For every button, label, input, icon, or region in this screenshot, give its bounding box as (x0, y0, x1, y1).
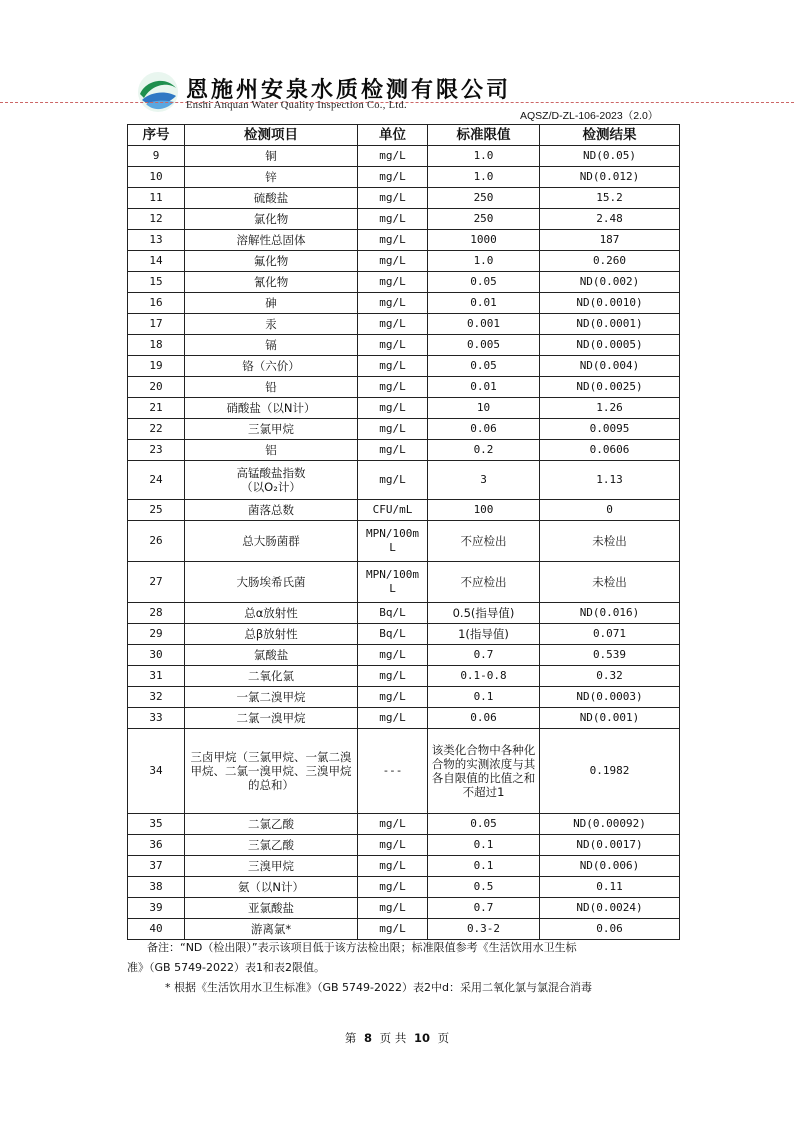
row-result: ND(0.006) (540, 856, 680, 877)
table-row (128, 666, 680, 687)
row-unit: mg/L (358, 398, 428, 419)
table-body (128, 146, 680, 940)
row-number: 17 (128, 314, 185, 335)
row-unit: Bq/L (358, 624, 428, 645)
row-item: 高锰酸盐指数 （以O₂计） (185, 461, 358, 500)
row-item: 三卤甲烷（三氯甲烷、一氯二溴甲烷、二氯一溴甲烷、三溴甲烷的总和） (185, 729, 358, 814)
table-row (128, 877, 680, 898)
row-unit: mg/L (358, 377, 428, 398)
row-number: 15 (128, 272, 185, 293)
row-limit: 0.1 (428, 687, 540, 708)
row-unit: mg/L (358, 419, 428, 440)
row-item: 锌 (185, 167, 358, 188)
row-item: 三氯乙酸 (185, 835, 358, 856)
row-item: 大肠埃希氏菌 (185, 562, 358, 603)
row-number: 40 (128, 919, 185, 940)
table-row (128, 167, 680, 188)
row-item: 氯化物 (185, 209, 358, 230)
row-number: 10 (128, 167, 185, 188)
row-item: 游离氯* (185, 919, 358, 940)
row-number: 11 (128, 188, 185, 209)
row-result: 187 (540, 230, 680, 251)
row-number: 28 (128, 603, 185, 624)
row-limit: 0.1 (428, 835, 540, 856)
row-number: 9 (128, 146, 185, 167)
row-unit: mg/L (358, 335, 428, 356)
col-header-no: 序号 (128, 125, 185, 146)
row-item: 总β放射性 (185, 624, 358, 645)
row-number: 20 (128, 377, 185, 398)
row-unit: Bq/L (358, 603, 428, 624)
row-number: 26 (128, 521, 185, 562)
row-number: 14 (128, 251, 185, 272)
table-row (128, 188, 680, 209)
row-unit: mg/L (358, 272, 428, 293)
row-limit: 0.05 (428, 272, 540, 293)
row-result: 0 (540, 500, 680, 521)
note-line-3: * 根据《生活饮用水卫生标准》（GB 5749-2022）表2中d：采用二氧化氯与氯混合消毒 (165, 981, 592, 994)
page-number (0, 1030, 794, 1046)
table-row (128, 251, 680, 272)
row-unit: CFU/mL (358, 500, 428, 521)
row-limit: 1.0 (428, 146, 540, 167)
table-row (128, 230, 680, 251)
row-limit: 0.005 (428, 335, 540, 356)
row-item: 氟化物 (185, 251, 358, 272)
row-item: 一氯二溴甲烷 (185, 687, 358, 708)
table-row (128, 562, 680, 603)
row-result: ND(0.0003) (540, 687, 680, 708)
row-result: 1.26 (540, 398, 680, 419)
row-limit: 0.05 (428, 356, 540, 377)
row-result: ND(0.0010) (540, 293, 680, 314)
row-item: 三溴甲烷 (185, 856, 358, 877)
row-number: 38 (128, 877, 185, 898)
row-result: ND(0.001) (540, 708, 680, 729)
row-limit: 0.5(指导值) (428, 603, 540, 624)
row-item: 铝 (185, 440, 358, 461)
document-code: AQSZ/D-ZL-106-2023（2.0） (520, 110, 659, 122)
row-result: ND(0.0025) (540, 377, 680, 398)
row-unit: mg/L (358, 835, 428, 856)
row-unit: mg/L (358, 209, 428, 230)
row-result: 0.0095 (540, 419, 680, 440)
table-row (128, 377, 680, 398)
row-item: 总大肠菌群 (185, 521, 358, 562)
table-row (128, 729, 680, 814)
table-row (128, 521, 680, 562)
row-limit: 0.05 (428, 814, 540, 835)
row-limit: 1(指导值) (428, 624, 540, 645)
row-number: 27 (128, 562, 185, 603)
row-item: 汞 (185, 314, 358, 335)
table-row (128, 293, 680, 314)
row-limit: 不应检出 (428, 562, 540, 603)
row-item: 铬（六价） (185, 356, 358, 377)
results-table (127, 124, 680, 940)
col-header-unit: 单位 (358, 125, 428, 146)
table-row (128, 919, 680, 940)
note-line-1: 备注：“ND（检出限）”表示该项目低于该方法检出限；标准限值参考《生活饮用水卫生标 (147, 941, 577, 954)
table-row (128, 209, 680, 230)
row-result: 2.48 (540, 209, 680, 230)
row-unit: mg/L (358, 461, 428, 500)
row-item: 铅 (185, 377, 358, 398)
table-row (128, 835, 680, 856)
row-limit: 1.0 (428, 167, 540, 188)
row-number: 39 (128, 898, 185, 919)
row-number: 29 (128, 624, 185, 645)
row-number: 34 (128, 729, 185, 814)
row-number: 16 (128, 293, 185, 314)
row-number: 22 (128, 419, 185, 440)
row-limit: 0.2 (428, 440, 540, 461)
row-item: 总α放射性 (185, 603, 358, 624)
company-logo-icon (136, 70, 180, 114)
row-number: 21 (128, 398, 185, 419)
row-limit: 0.1 (428, 856, 540, 877)
row-result: 0.06 (540, 919, 680, 940)
table-row (128, 898, 680, 919)
table-row (128, 419, 680, 440)
row-limit: 0.7 (428, 645, 540, 666)
row-item: 菌落总数 (185, 500, 358, 521)
row-number: 25 (128, 500, 185, 521)
row-result: ND(0.0001) (540, 314, 680, 335)
row-unit: mg/L (358, 293, 428, 314)
row-item: 硫酸盐 (185, 188, 358, 209)
row-result: 0.32 (540, 666, 680, 687)
row-result: ND(0.00092) (540, 814, 680, 835)
company-name-cn: 恩施州安泉水质检测有限公司 (186, 77, 512, 103)
row-limit: 0.01 (428, 293, 540, 314)
row-result: ND(0.004) (540, 356, 680, 377)
table-row (128, 814, 680, 835)
row-number: 31 (128, 666, 185, 687)
row-result: ND(0.0024) (540, 898, 680, 919)
row-number: 24 (128, 461, 185, 500)
row-limit: 0.5 (428, 877, 540, 898)
row-number: 12 (128, 209, 185, 230)
row-limit: 不应检出 (428, 521, 540, 562)
row-limit: 0.01 (428, 377, 540, 398)
table-row (128, 398, 680, 419)
page-current: 8 (364, 1031, 373, 1045)
row-item: 二氯一溴甲烷 (185, 708, 358, 729)
row-limit: 100 (428, 500, 540, 521)
row-number: 36 (128, 835, 185, 856)
notes-section (127, 938, 687, 998)
row-unit: mg/L (358, 708, 428, 729)
col-header-item: 检测项目 (185, 125, 358, 146)
row-item: 铜 (185, 146, 358, 167)
row-item: 氰化物 (185, 272, 358, 293)
row-number: 19 (128, 356, 185, 377)
row-result: 0.071 (540, 624, 680, 645)
row-unit: --- (358, 729, 428, 814)
row-unit: mg/L (358, 814, 428, 835)
row-item: 氨（以N计） (185, 877, 358, 898)
row-item: 三氯甲烷 (185, 419, 358, 440)
row-result: 0.11 (540, 877, 680, 898)
row-limit: 250 (428, 188, 540, 209)
row-unit: mg/L (358, 314, 428, 335)
row-result: 1.13 (540, 461, 680, 500)
row-unit: MPN/100m L (358, 521, 428, 562)
table-row (128, 440, 680, 461)
table-row (128, 272, 680, 293)
row-number: 37 (128, 856, 185, 877)
row-unit: mg/L (358, 188, 428, 209)
table-row (128, 314, 680, 335)
table-row (128, 146, 680, 167)
row-unit: mg/L (358, 919, 428, 940)
row-limit: 250 (428, 209, 540, 230)
row-unit: mg/L (358, 251, 428, 272)
row-limit: 0.1-0.8 (428, 666, 540, 687)
row-limit: 1.0 (428, 251, 540, 272)
page-prefix: 第 (344, 1031, 357, 1045)
row-item: 二氯乙酸 (185, 814, 358, 835)
table-row (128, 335, 680, 356)
row-number: 18 (128, 335, 185, 356)
table-row (128, 461, 680, 500)
col-header-result: 检测结果 (540, 125, 680, 146)
row-number: 32 (128, 687, 185, 708)
row-unit: mg/L (358, 898, 428, 919)
table-row (128, 856, 680, 877)
row-result: 0.1982 (540, 729, 680, 814)
row-unit: mg/L (358, 146, 428, 167)
row-result: ND(0.016) (540, 603, 680, 624)
row-item: 砷 (185, 293, 358, 314)
table-header-row (128, 125, 680, 146)
table-row (128, 687, 680, 708)
row-number: 13 (128, 230, 185, 251)
results-table-wrapper (127, 124, 679, 940)
row-item: 二氧化氯 (185, 666, 358, 687)
row-unit: mg/L (358, 167, 428, 188)
row-unit: mg/L (358, 666, 428, 687)
table-row (128, 603, 680, 624)
row-result: ND(0.012) (540, 167, 680, 188)
row-item: 溶解性总固体 (185, 230, 358, 251)
row-result: 15.2 (540, 188, 680, 209)
row-unit: mg/L (358, 230, 428, 251)
row-result: 0.0606 (540, 440, 680, 461)
row-limit: 3 (428, 461, 540, 500)
row-number: 23 (128, 440, 185, 461)
table-row (128, 624, 680, 645)
table-row (128, 708, 680, 729)
row-unit: mg/L (358, 687, 428, 708)
page-header (0, 0, 794, 125)
row-item: 氯酸盐 (185, 645, 358, 666)
table-row (128, 645, 680, 666)
table-row (128, 500, 680, 521)
row-limit: 0.001 (428, 314, 540, 335)
row-number: 30 (128, 645, 185, 666)
row-limit: 0.06 (428, 708, 540, 729)
row-unit: mg/L (358, 645, 428, 666)
row-limit: 10 (428, 398, 540, 419)
row-item: 亚氯酸盐 (185, 898, 358, 919)
page-mid: 页 共 (379, 1031, 407, 1045)
company-name-en: Enshi Anquan Water Quality Inspection Co., Ltd. (186, 100, 407, 111)
row-limit: 0.3-2 (428, 919, 540, 940)
note-line-2: 准》（GB 5749-2022）表1和表2限值。 (127, 961, 326, 974)
row-unit: mg/L (358, 856, 428, 877)
row-result: ND(0.0017) (540, 835, 680, 856)
row-result: ND(0.0005) (540, 335, 680, 356)
row-limit: 0.06 (428, 419, 540, 440)
row-unit: mg/L (358, 356, 428, 377)
table-row (128, 356, 680, 377)
row-result: 未检出 (540, 562, 680, 603)
row-result: 未检出 (540, 521, 680, 562)
row-item: 镉 (185, 335, 358, 356)
row-result: ND(0.002) (540, 272, 680, 293)
page-suffix: 页 (437, 1031, 450, 1045)
row-result: ND(0.05) (540, 146, 680, 167)
row-number: 35 (128, 814, 185, 835)
row-limit: 0.7 (428, 898, 540, 919)
col-header-limit: 标准限值 (428, 125, 540, 146)
row-limit: 该类化合物中各种化合物的实测浓度与其各自限值的比值之和不超过1 (428, 729, 540, 814)
row-result: 0.260 (540, 251, 680, 272)
row-number: 33 (128, 708, 185, 729)
row-unit: mg/L (358, 877, 428, 898)
page-total: 10 (413, 1031, 430, 1045)
row-unit: mg/L (358, 440, 428, 461)
row-limit: 1000 (428, 230, 540, 251)
row-unit: MPN/100m L (358, 562, 428, 603)
row-result: 0.539 (540, 645, 680, 666)
row-item: 硝酸盐（以N计） (185, 398, 358, 419)
